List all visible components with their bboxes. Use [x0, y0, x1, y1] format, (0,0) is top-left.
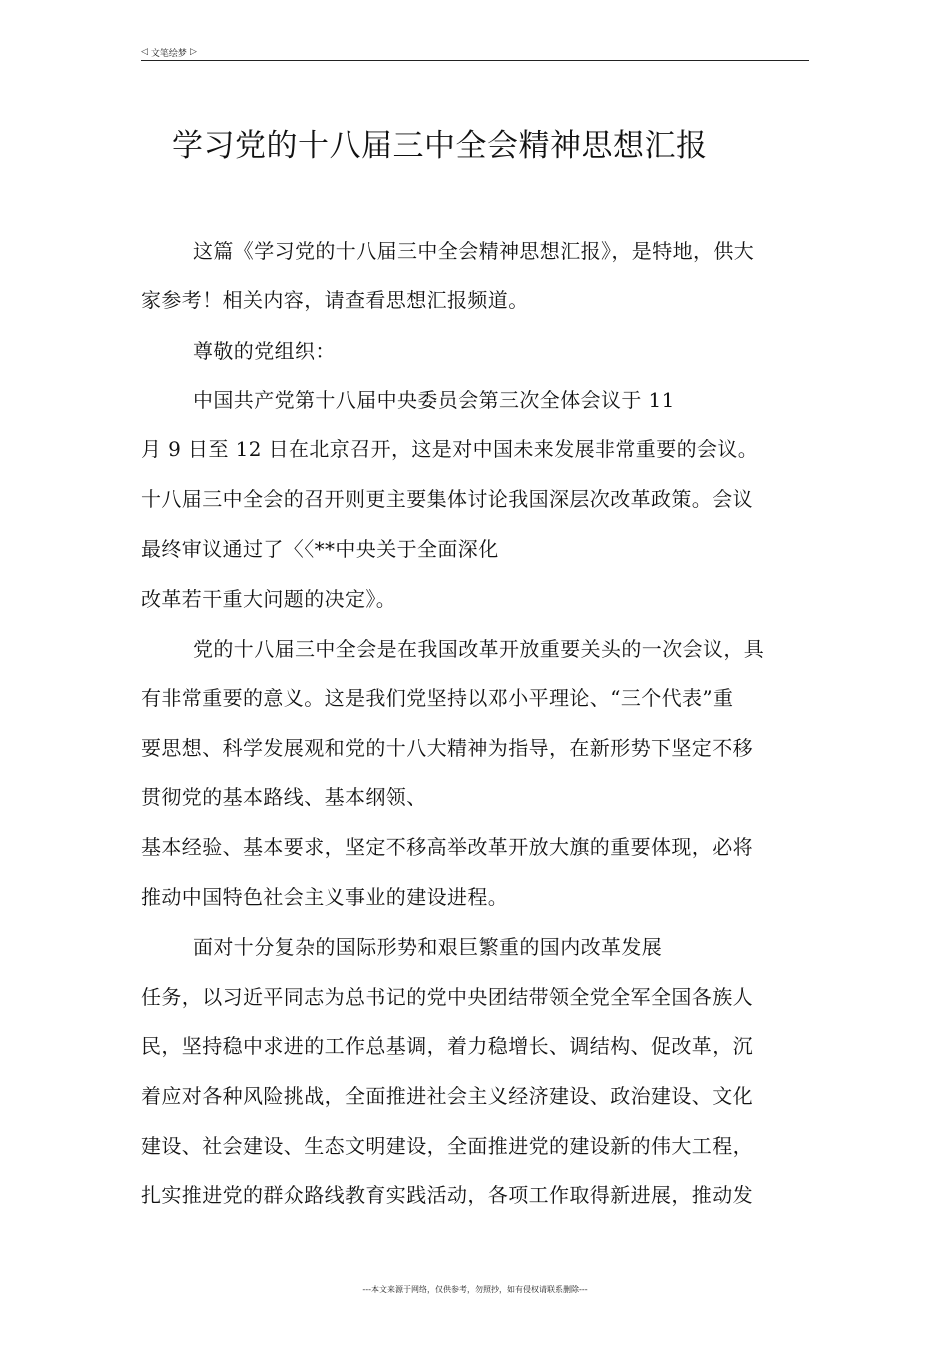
body-line: 党的十八届三中全会是在我国改革开放重要关头的一次会议，具	[193, 637, 765, 661]
page-footer: ---本文来源于网络，仅供参考，勿照抄，如有侵权请联系删除---	[362, 1285, 588, 1294]
body-line: 改革若干重大问题的决定》。	[141, 587, 397, 611]
body-line: 家参考！相关内容，请查看思想汇报频道。	[141, 288, 529, 312]
body-line: 推动中国特色社会主义事业的建设进程。	[141, 885, 509, 909]
body-line: 贯彻党的基本路线、基本纲领、	[141, 785, 427, 809]
body-line: 最终审议通过了〈〈**中央关于全面深化	[141, 537, 499, 561]
body-line: 建设、社会建设、生态文明建设，全面推进党的建设新的伟大工程，	[141, 1134, 753, 1158]
document-title: 学习党的十八届三中全会精神思想汇报	[172, 128, 708, 164]
body-line: 这篇《学习党的十八届三中全会精神思想汇报》，是特地，供大	[193, 239, 755, 263]
body-line: 有非常重要的意义。这是我们党坚持以邓小平理论、“三个代表”重	[141, 686, 734, 710]
body-line: 民，坚持稳中求进的工作总基调，着力稳增长、调结构、促改革，沉	[141, 1034, 753, 1058]
right-arrow-icon: ▷	[189, 46, 197, 57]
header-brand: 文笔绘梦	[150, 48, 187, 59]
body-line: 面对十分复杂的国际形势和艰巨繁重的国内改革发展	[193, 935, 663, 959]
body-line: 尊敬的党组织：	[193, 339, 336, 363]
body-line: 任务，以习近平同志为总书记的党中央团结带领全党全军全国各族人	[141, 985, 753, 1009]
body-line: 月 9 日至 12 日在北京召开，这是对中国未来发展非常重要的会议。	[141, 437, 759, 461]
page-header	[141, 44, 809, 60]
body-line: 中国共产党第十八届中央委员会第三次全体会议于 11	[193, 388, 675, 412]
body-line: 要思想、科学发展观和党的十八大精神为指导，在新形势下坚定不移	[141, 736, 753, 760]
body-line: 扎实推进党的群众路线教育实践活动，各项工作取得新进展，推动发	[141, 1183, 753, 1207]
left-arrow-icon: ◁	[141, 46, 148, 57]
header-divider	[141, 60, 809, 61]
body-line: 十八届三中全会的召开则更主要集体讨论我国深层次改革政策。会议	[141, 487, 753, 511]
body-line: 基本经验、基本要求，坚定不移高举改革开放大旗的重要体现，必将	[141, 835, 753, 859]
body-line: 着应对各种风险挑战，全面推进社会主义经济建设、政治建设、文化	[141, 1084, 753, 1108]
